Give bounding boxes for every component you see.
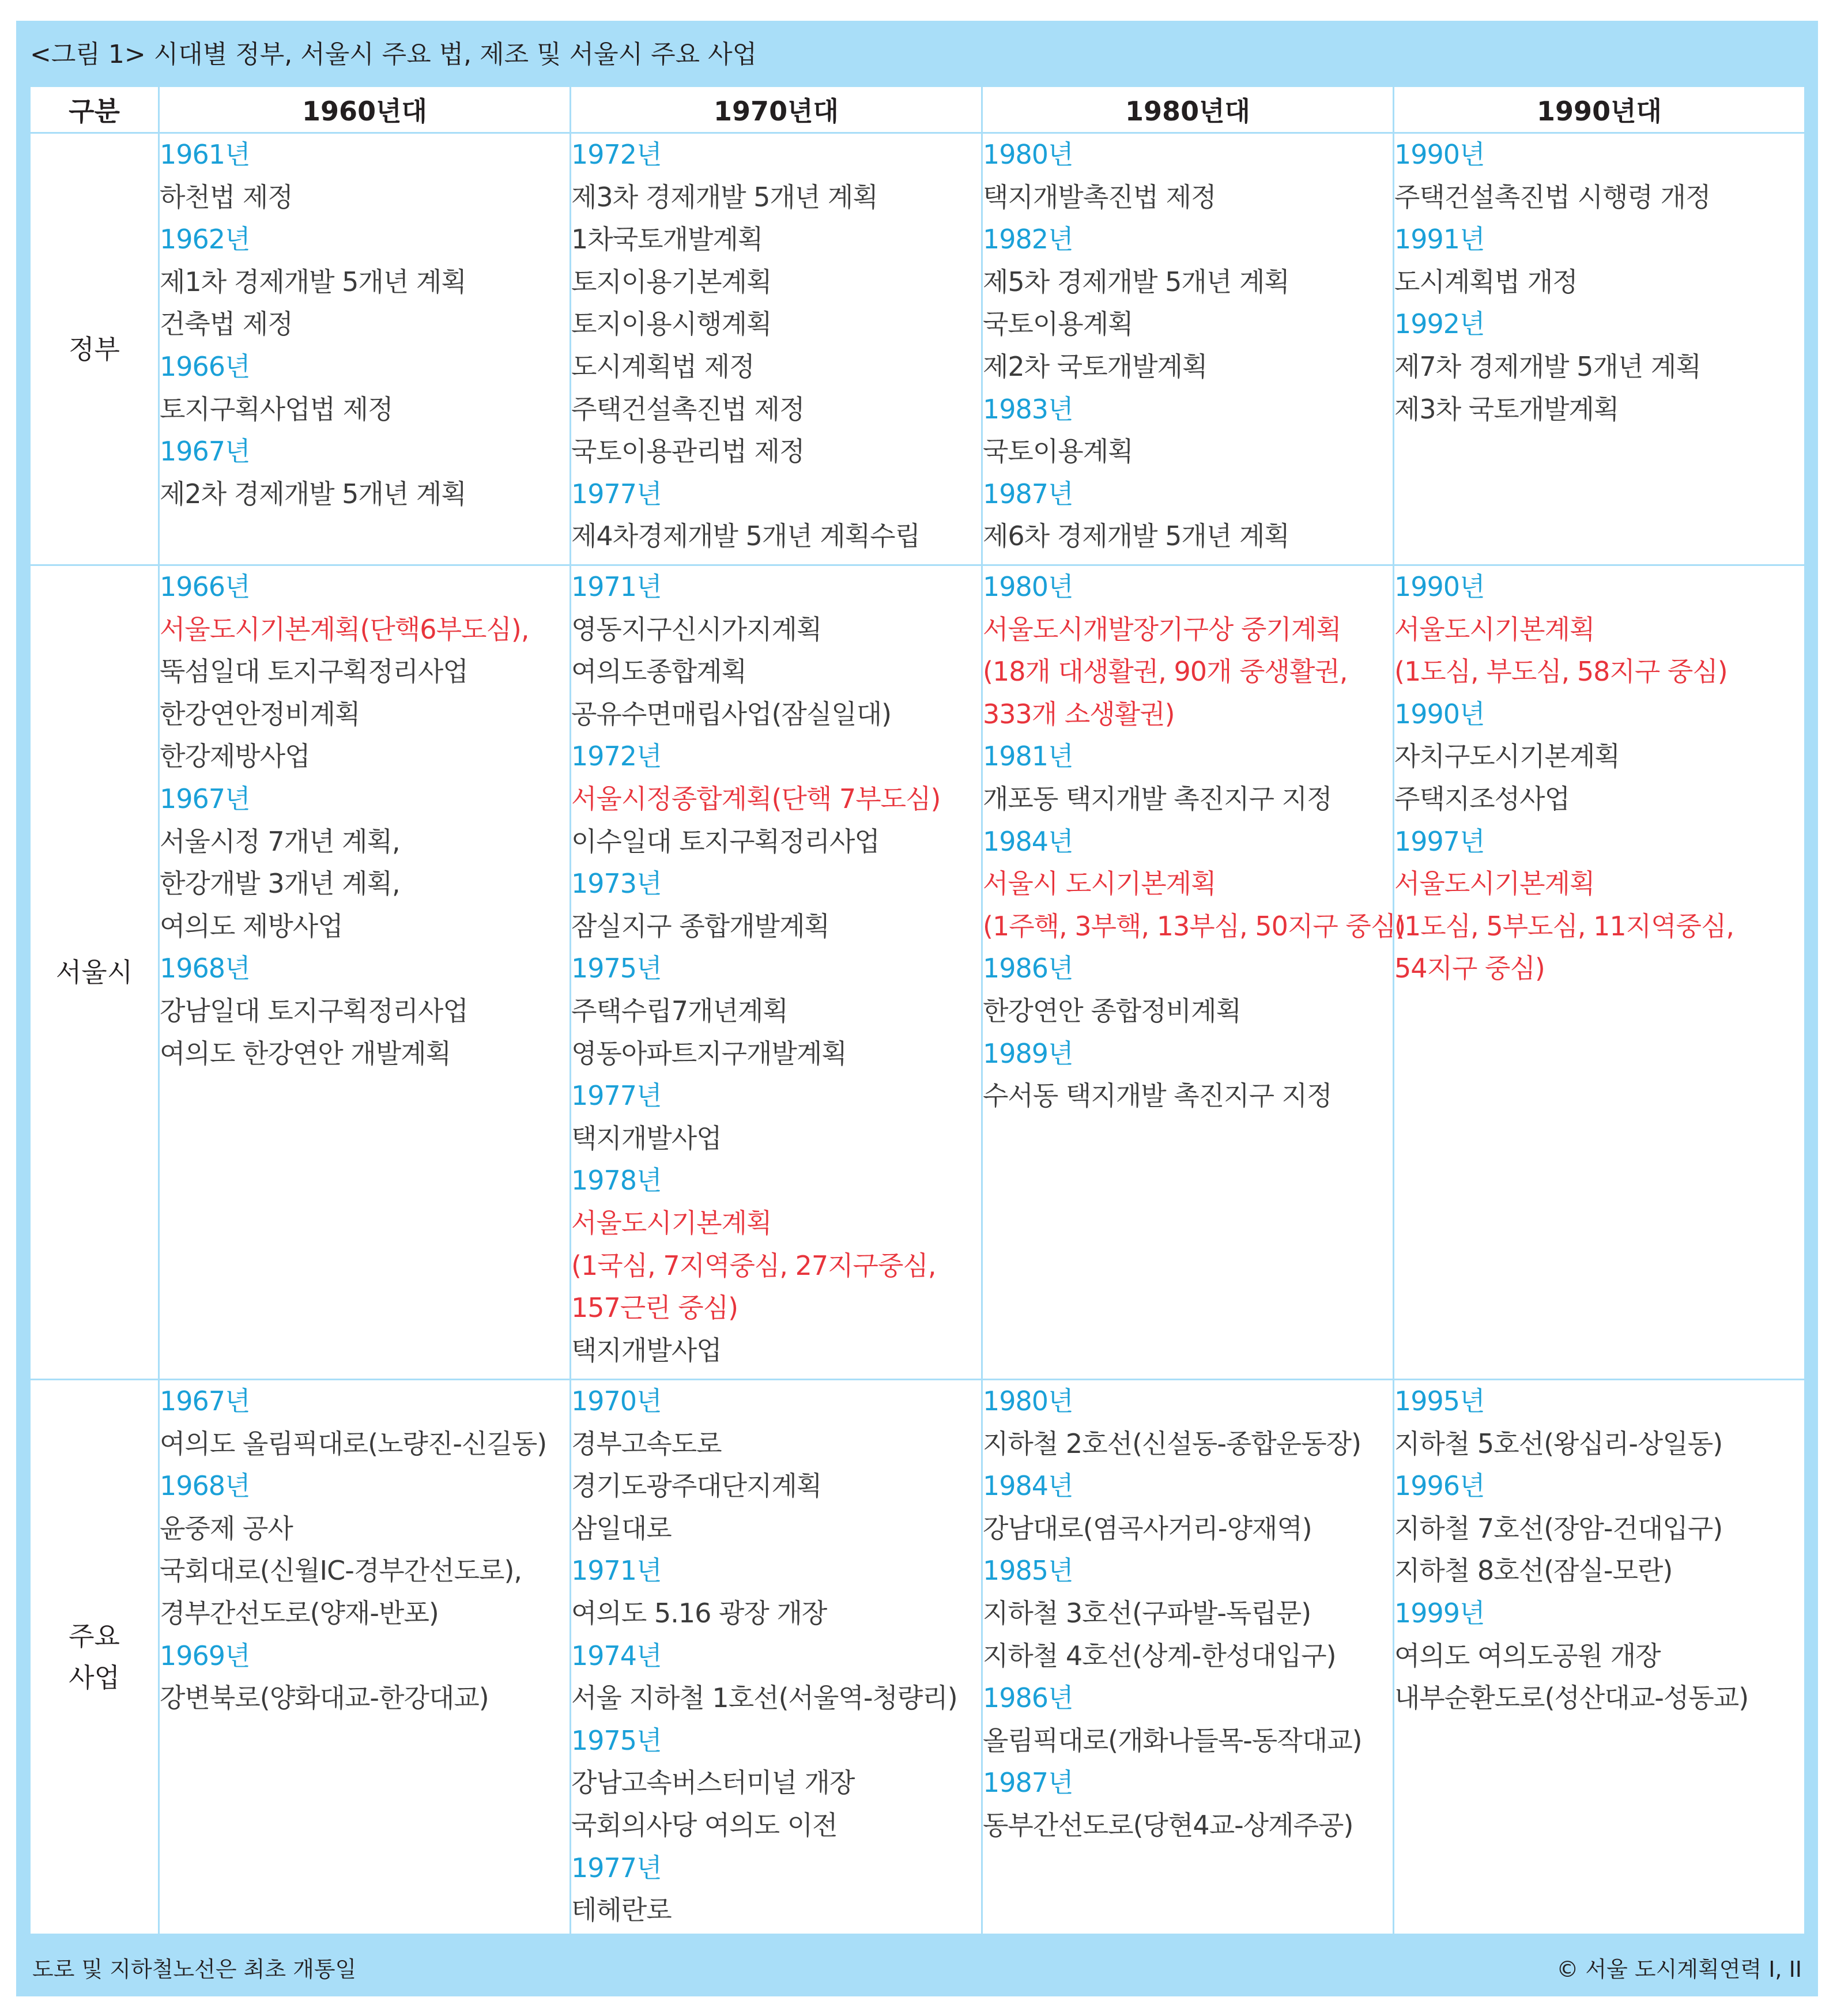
- entry-item: 뚝섬일대 토지구획정리사업: [160, 656, 468, 688]
- entry-item: 동부간선도로(당현4교-상계주공): [983, 1809, 1353, 1841]
- entry-item: 지하철 3호선(구파발-독립문): [983, 1597, 1311, 1629]
- figure-frame: [16, 21, 1818, 1996]
- highlight-plan-item: (1국심, 7지역중심, 27지구중심,: [571, 1249, 936, 1281]
- year-label: 1990년: [1394, 139, 1485, 170]
- highlight-plan-item: (1도심, 5부도심, 11지역중심,: [1394, 910, 1734, 942]
- entry-item: 수서동 택지개발 촉진지구 지정: [983, 1080, 1332, 1112]
- entry-item: 토지이용기본계획: [571, 266, 772, 297]
- entry-item: 주택지조성사업: [1394, 783, 1570, 814]
- year-label: 1986년: [983, 1682, 1073, 1714]
- year-label: 1961년: [160, 139, 250, 170]
- year-label: 1972년: [571, 139, 662, 170]
- year-label: 1970년: [571, 1385, 662, 1417]
- entry-item: 제7차 경제개발 5개년 계획: [1394, 350, 1701, 382]
- source-credit: © 서울 도시계획연력 I, II: [1556, 1957, 1802, 1982]
- entry-item: 영동지구신시가지계획: [571, 613, 822, 645]
- entry-item: 올림픽대로(개화나들목-동작대교): [983, 1724, 1362, 1756]
- entry-item: 주택수립7개년계획: [571, 995, 788, 1026]
- year-label: 1967년: [160, 1385, 250, 1417]
- header-category: 구분: [30, 86, 159, 133]
- entry-item: 한강제방사업: [160, 741, 310, 772]
- entry-item: 국회의사당 여의도 이전: [571, 1809, 838, 1841]
- entry-item: 테헤란로: [571, 1894, 672, 1926]
- year-label: 1989년: [983, 1037, 1073, 1069]
- highlight-plan-item: 서울도시기본계획: [571, 1207, 772, 1239]
- entry-item: 토지구획사업법 제정: [160, 393, 393, 425]
- year-label: 1977년: [571, 1852, 662, 1883]
- entry-item: 강변북로(양화대교-한강대교): [160, 1682, 489, 1714]
- highlight-plan-item: (1주핵, 3부핵, 13부심, 50지구 중심): [983, 910, 1406, 942]
- year-label: 1971년: [571, 1555, 662, 1587]
- row-label-major-projects: 주요 사업: [30, 1380, 159, 1935]
- entry-item: 지하철 5호선(왕십리-상일동): [1394, 1428, 1723, 1459]
- year-label: 1971년: [571, 571, 662, 602]
- cell-government-1960s: [159, 133, 571, 565]
- entry-item: 제3차 경제개발 5개년 계획: [571, 181, 878, 213]
- entry-item: 지하철 4호선(상계-한성대입구): [983, 1640, 1336, 1671]
- entry-item: 여의도 제방사업: [160, 910, 343, 942]
- entry-item: 택지개발사업: [571, 1334, 722, 1366]
- cell-projects-1970s: [571, 1380, 982, 1935]
- year-label: 1983년: [983, 393, 1073, 425]
- cell-seoul-1960s: [159, 565, 571, 1380]
- entry-item: 지하철 8호선(잠실-모란): [1394, 1555, 1673, 1587]
- entry-item: 경부고속도로: [571, 1428, 722, 1459]
- year-label: 1967년: [160, 436, 250, 467]
- entry-item: 주택건설촉진법 시행령 개정: [1394, 181, 1711, 213]
- year-label: 1990년: [1394, 698, 1485, 730]
- entry-item: 강남일대 토지구획정리사업: [160, 995, 468, 1026]
- entry-item: 국토이용관리법 제정: [571, 436, 805, 467]
- cell-government-1970s: [571, 133, 982, 565]
- highlight-plan-item: 서울도시기본계획: [1394, 613, 1595, 645]
- entry-item: 한강개발 3개년 계획,: [160, 868, 400, 900]
- entry-item: 1차국토개발계획: [571, 224, 763, 255]
- year-label: 1978년: [571, 1165, 662, 1196]
- year-label: 1969년: [160, 1640, 250, 1671]
- year-label: 1975년: [571, 953, 662, 984]
- year-label: 1968년: [160, 1470, 250, 1502]
- row-government: [30, 133, 1805, 565]
- highlight-plan-item: 333개 소생활권): [983, 698, 1175, 730]
- entry-item: 여의도 한강연안 개발계획: [160, 1037, 451, 1069]
- row-major-projects: [30, 1380, 1805, 1935]
- entry-item: 윤중제 공사: [160, 1512, 293, 1544]
- entry-item: 강남고속버스터미널 개장: [571, 1767, 855, 1799]
- entry-item: 경기도광주대단지계획: [571, 1470, 822, 1502]
- year-label: 1977년: [571, 478, 662, 509]
- highlight-plan-item: 서울도시기본계획(단핵6부도심),: [160, 613, 529, 645]
- cell-government-1990s: [1394, 133, 1805, 565]
- year-label: 1990년: [1394, 571, 1485, 602]
- timeline-table: [29, 85, 1806, 1935]
- year-label: 1967년: [160, 783, 250, 814]
- year-label: 1972년: [571, 741, 662, 772]
- entry-item: 한강연안 종합정비계획: [983, 995, 1241, 1026]
- year-label: 1982년: [983, 224, 1073, 255]
- year-label: 1980년: [983, 139, 1073, 170]
- year-label: 1997년: [1394, 825, 1485, 857]
- cell-projects-1960s: [159, 1380, 571, 1935]
- highlight-plan-item: 서울시정종합계획(단핵 7부도심): [571, 783, 941, 814]
- entry-item: 제4차경제개발 5개년 계획수립: [571, 520, 921, 552]
- entry-item: 하천법 제정: [160, 181, 293, 213]
- row-label-government: 정부: [30, 133, 159, 565]
- highlight-plan-item: 서울시 도시기본계획: [983, 868, 1216, 900]
- entry-item: 제2차 국토개발계획: [983, 350, 1208, 382]
- year-label: 1992년: [1394, 308, 1485, 340]
- entry-item: 잠실지구 종합개발계획: [571, 910, 829, 942]
- highlight-plan-item: 서울도시기본계획: [1394, 868, 1595, 900]
- year-label: 1986년: [983, 953, 1073, 984]
- entry-item: 도시계획법 개정: [1394, 266, 1578, 297]
- highlight-plan-item: 54지구 중심): [1394, 953, 1545, 984]
- entry-item: 영동아파트지구개발계획: [571, 1037, 847, 1069]
- year-label: 1984년: [983, 825, 1073, 857]
- entry-item: 제6차 경제개발 5개년 계획: [983, 520, 1289, 552]
- year-label: 1974년: [571, 1640, 662, 1671]
- entry-item: 여의도 여의도공원 개장: [1394, 1640, 1661, 1671]
- entry-item: 택지개발촉진법 제정: [983, 181, 1216, 213]
- year-label: 1987년: [983, 1767, 1073, 1799]
- year-label: 1999년: [1394, 1597, 1485, 1629]
- header-1960s: 1960년대: [159, 86, 571, 133]
- cell-projects-1990s: [1394, 1380, 1805, 1935]
- header-1990s: 1990년대: [1394, 86, 1805, 133]
- entry-item: 경부간선도로(양재-반포): [160, 1597, 439, 1629]
- entry-item: 제1차 경제개발 5개년 계획: [160, 266, 466, 297]
- entry-item: 자치구도시기본계획: [1394, 741, 1620, 772]
- year-label: 1966년: [160, 350, 250, 382]
- year-label: 1985년: [983, 1555, 1073, 1587]
- year-label: 1984년: [983, 1470, 1073, 1502]
- entry-item: 제3차 국토개발계획: [1394, 393, 1619, 425]
- entry-item: 여의도 5.16 광장 개장: [571, 1597, 827, 1629]
- entry-item: 토지이용시행계획: [571, 308, 772, 340]
- entry-item: 국토이용계획: [983, 308, 1133, 340]
- entry-item: 내부순환도로(성산대교-성동교): [1394, 1682, 1749, 1714]
- highlight-plan-item: (18개 대생활권, 90개 중생활권,: [983, 656, 1348, 688]
- highlight-plan-item: 157근린 중심): [571, 1292, 738, 1324]
- year-label: 1980년: [983, 571, 1073, 602]
- entry-item: 여의도종합계획: [571, 656, 747, 688]
- entry-item: 서울 지하철 1호선(서울역-청량리): [571, 1682, 957, 1714]
- year-label: 1996년: [1394, 1470, 1485, 1502]
- header-row: [30, 86, 1805, 133]
- highlight-plan-item: (1도심, 부도심, 58지구 중심): [1394, 656, 1728, 688]
- year-label: 1962년: [160, 224, 250, 255]
- entry-item: 제5차 경제개발 5개년 계획: [983, 266, 1289, 297]
- year-label: 1977년: [571, 1080, 662, 1112]
- year-label: 1980년: [983, 1385, 1073, 1417]
- entry-item: 한강연안정비계획: [160, 698, 360, 730]
- cell-projects-1980s: [982, 1380, 1394, 1935]
- entry-item: 지하철 2호선(신설동-종합운동장): [983, 1428, 1361, 1459]
- entry-item: 삼일대로: [571, 1512, 672, 1544]
- header-1980s: 1980년대: [982, 86, 1394, 133]
- cell-seoul-1970s: [571, 565, 982, 1380]
- entry-item: 공유수면매립사업(잠실일대): [571, 698, 892, 730]
- year-label: 1995년: [1394, 1385, 1485, 1417]
- entry-item: 국회대로(신월IC-경부간선도로),: [160, 1555, 522, 1587]
- year-label: 1975년: [571, 1724, 662, 1756]
- year-label: 1987년: [983, 478, 1073, 509]
- entry-item: 국토이용계획: [983, 436, 1133, 467]
- entry-item: 서울시정 7개년 계획,: [160, 825, 400, 857]
- highlight-plan-item: 서울도시개발장기구상 중기계획: [983, 613, 1341, 645]
- figure-title: <그림 1> 시대별 정부, 서울시 주요 법, 제조 및 서울시 주요 사업: [30, 40, 757, 69]
- entry-item: 주택건설촉진법 제정: [571, 393, 805, 425]
- entry-item: 지하철 7호선(장암-건대입구): [1394, 1512, 1723, 1544]
- cell-government-1980s: [982, 133, 1394, 565]
- entry-item: 여의도 올림픽대로(노량진-신길동): [160, 1428, 547, 1459]
- header-1970s: 1970년대: [571, 86, 982, 133]
- year-label: 1981년: [983, 741, 1073, 772]
- entry-item: 택지개발사업: [571, 1122, 722, 1154]
- row-seoul: [30, 565, 1805, 1380]
- year-label: 1968년: [160, 953, 250, 984]
- entry-item: 개포동 택지개발 촉진지구 지정: [983, 783, 1332, 814]
- year-label: 1991년: [1394, 224, 1485, 255]
- entry-item: 건축법 제정: [160, 308, 293, 340]
- year-label: 1966년: [160, 571, 250, 602]
- year-label: 1973년: [571, 868, 662, 900]
- entry-item: 강남대로(염곡사거리-양재역): [983, 1512, 1312, 1544]
- row-label-seoul: 서울시: [30, 565, 159, 1380]
- entry-item: 이수일대 토지구획정리사업: [571, 825, 880, 857]
- cell-seoul-1980s: [982, 565, 1406, 1380]
- entry-item: 제2차 경제개발 5개년 계획: [160, 478, 466, 509]
- entry-item: 도시계획법 제정: [571, 350, 755, 382]
- footnote: 도로 및 지하철노선은 최초 개통일: [32, 1957, 357, 1982]
- cell-seoul-1990s: [1394, 565, 1805, 1380]
